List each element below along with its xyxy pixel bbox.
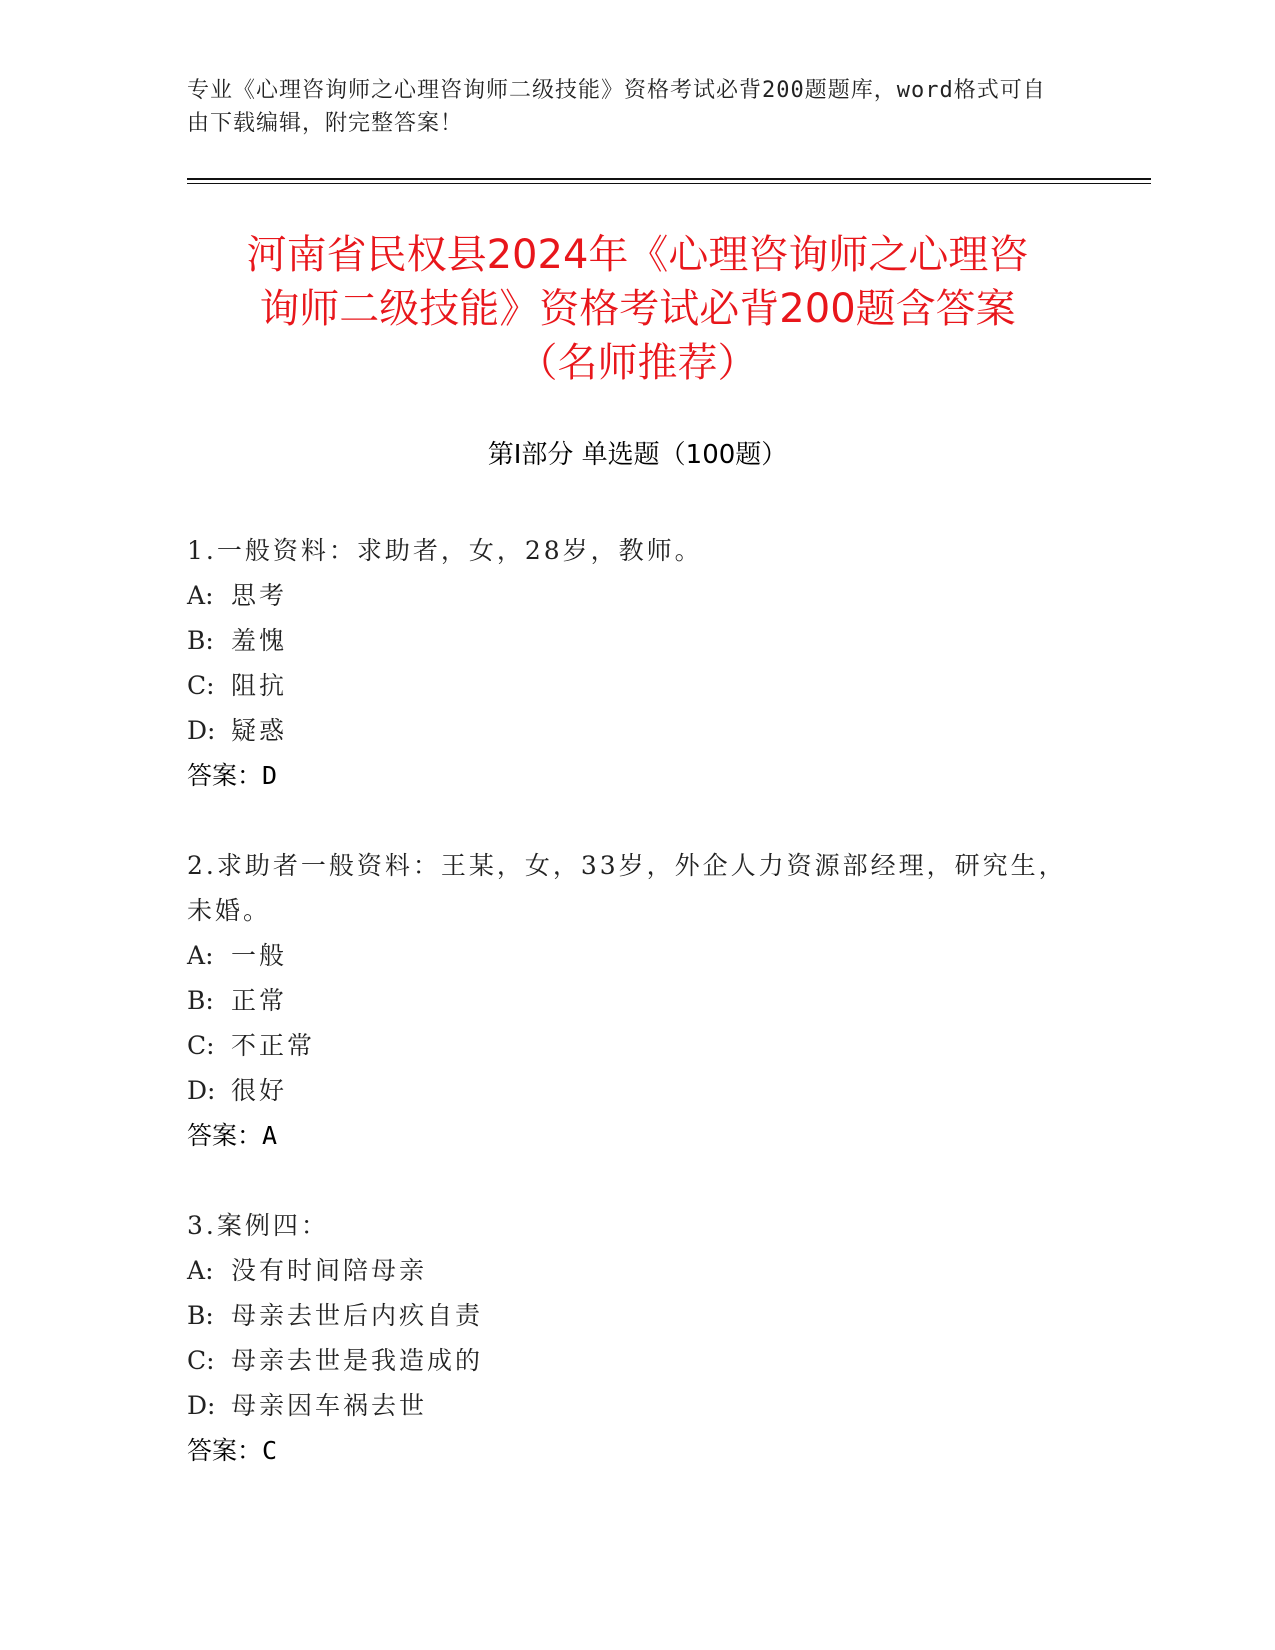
header-divider-thin xyxy=(187,183,1151,184)
option-key: B : xyxy=(187,978,231,1023)
option-text: 母亲因车祸去世 xyxy=(231,1391,428,1420)
option-d xyxy=(187,1383,1067,1428)
answer-label: 答案： xyxy=(187,1436,263,1465)
option-a xyxy=(187,1248,1067,1293)
option-key: A : xyxy=(187,573,231,618)
option-key: B : xyxy=(187,618,231,663)
answer-label: 答案： xyxy=(187,1121,263,1150)
answer-value: C xyxy=(262,1436,278,1465)
answer-value: D xyxy=(262,761,278,790)
answer-line xyxy=(187,753,1067,798)
option-c xyxy=(187,663,1067,708)
title-line-1: 河南省民权县2024年《心理咨询师之心理咨 xyxy=(246,232,1029,278)
option-c xyxy=(187,1023,1067,1068)
option-key: D : xyxy=(187,1068,231,1113)
option-text: 正常 xyxy=(231,986,288,1015)
answer-value: A xyxy=(262,1121,278,1150)
option-a xyxy=(187,933,1067,978)
question-list xyxy=(187,528,1067,1518)
option-text: 疑惑 xyxy=(231,716,288,745)
question-stem: 1.一般资料：求助者，女，28岁，教师。 xyxy=(187,536,703,565)
option-key: D : xyxy=(187,708,231,753)
header-divider-thick xyxy=(187,178,1151,180)
question-stem: 2.求助者一般资料：王某，女，33岁，外企人力资源部经理，研究生，未婚。 xyxy=(187,851,1067,925)
option-text: 不正常 xyxy=(231,1031,316,1060)
option-text: 没有时间陪母亲 xyxy=(231,1256,428,1285)
title-line-3: （名师推荐） xyxy=(517,340,758,386)
option-text: 羞愧 xyxy=(231,626,288,655)
answer-label: 答案： xyxy=(187,761,263,790)
option-b xyxy=(187,1293,1067,1338)
option-key: C : xyxy=(187,1338,231,1383)
option-key: A : xyxy=(187,1248,231,1293)
answer-line xyxy=(187,1113,1067,1158)
question-1 xyxy=(187,528,1067,798)
document-title xyxy=(150,228,1125,390)
option-text: 阻抗 xyxy=(231,671,288,700)
option-c xyxy=(187,1338,1067,1383)
option-b xyxy=(187,618,1067,663)
question-3 xyxy=(187,1203,1067,1473)
option-text: 母亲去世是我造成的 xyxy=(231,1346,484,1375)
option-d xyxy=(187,1068,1067,1113)
option-text: 很好 xyxy=(231,1076,288,1105)
option-text: 思考 xyxy=(231,581,288,610)
section-title: 第Ⅰ部分 单选题（100题） xyxy=(487,440,788,470)
option-key: C : xyxy=(187,663,231,708)
option-a xyxy=(187,573,1067,618)
option-text: 一般 xyxy=(231,941,288,970)
option-d xyxy=(187,708,1067,753)
answer-line xyxy=(187,1428,1067,1473)
question-stem: 3.案例四： xyxy=(187,1211,329,1240)
title-line-2: 询师二级技能》资格考试必背200题含答案 xyxy=(259,286,1016,332)
option-key: B : xyxy=(187,1293,231,1338)
option-b xyxy=(187,978,1067,1023)
option-key: D : xyxy=(187,1383,231,1428)
question-2 xyxy=(187,843,1067,1158)
option-key: A : xyxy=(187,933,231,978)
option-text: 母亲去世后内疚自责 xyxy=(231,1301,484,1330)
header-note: 专业《心理咨询师之心理咨询师二级技能》资格考试必背200题题库，word格式可自由下载编辑，附完整答案！ xyxy=(187,78,1046,136)
option-key: C : xyxy=(187,1023,231,1068)
